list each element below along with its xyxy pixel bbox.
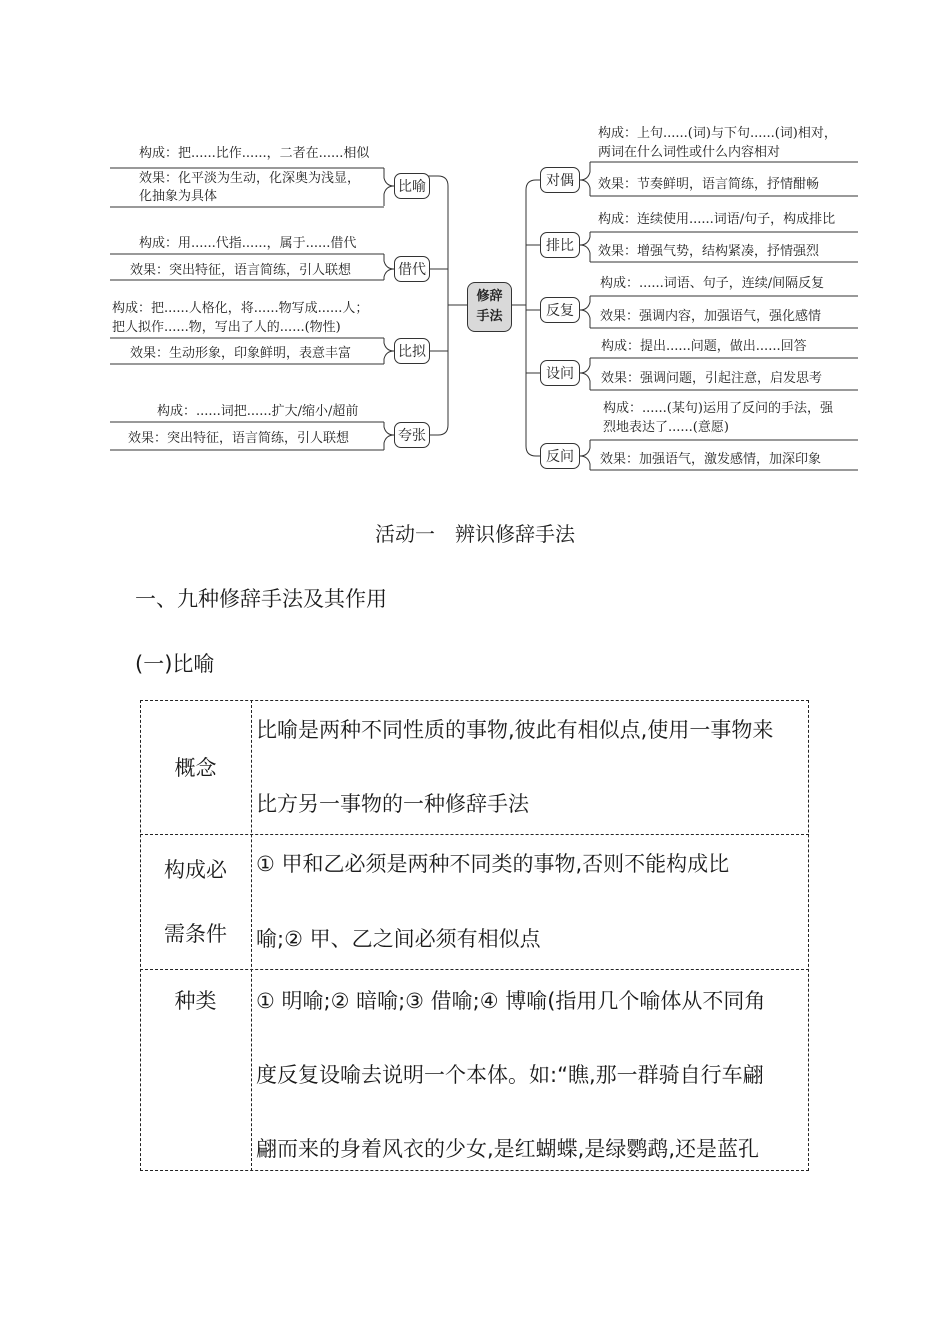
table-row-1-text-line-1: 比喻是两种不同性质的事物,彼此有相似点,使用一事物来 [256,718,774,742]
node-personification: 比拟 [394,338,430,364]
node-rhetorical-question: 设问 [540,360,580,386]
section-title: 一、九种修辞手法及其作用 [135,587,387,611]
table-divider-1 [140,834,809,835]
table-row-3-text-line-1: ① 明喻;② 暗喻;③ 借喻;④ 博喻(指用几个喻体从不同角 [256,989,766,1013]
antithesis-construct-line-2: 两词在什么词性或什么内容相对 [598,145,781,160]
center-node-line-2: 手法 [476,309,503,324]
personification-effect: 效果：生动形象，印象鲜明，表意丰富 [130,346,352,361]
repetition-effect: 效果：强调内容，加强语气，强化感情 [600,309,822,324]
node-counter-question: 反问 [540,443,580,469]
counter-question-effect: 效果：加强语气，激发感情，加深印象 [600,452,822,467]
table-row-2-text-line-2: 喻;② 甲、乙之间必须有相似点 [256,927,541,951]
node-parallelism: 排比 [540,232,580,258]
metaphor-effect-line-1: 效果：化平淡为生动，化深奥为浅显， [139,171,361,186]
table-row-label-conditions-line-2: 需条件 [164,922,227,946]
table-row-3-text-line-2: 度反复设喻去说明一个本体。如:“瞧,那一群骑自行车翩 [256,1063,764,1087]
parallelism-effect: 效果：增强气势，结构紧凑，抒情强烈 [598,244,820,259]
rhetorical-question-construct: 构成：提出......问题，做出......回答 [601,339,807,354]
activity-title: 活动一 辨识修辞手法 [375,522,575,546]
node-metaphor: 比喻 [394,173,430,199]
metaphor-table [140,700,809,1172]
table-border-bottom [140,1170,809,1171]
counter-question-construct-line-1: 构成：......(某句)运用了反问的手法，强 [603,401,833,416]
mind-map-center-node [467,282,512,332]
counter-question-construct-line-2: 烈地表达了......(意愿) [603,420,729,435]
node-hyperbole: 夸张 [394,422,430,448]
metonymy-effect: 效果：突出特征，语言简练，引人联想 [130,263,352,278]
table-border-top [140,700,809,701]
table-divider-2 [140,969,809,970]
center-node-line-1: 修辞 [476,289,503,304]
metaphor-effect-line-2: 化抽象为具体 [139,189,218,204]
parallelism-construct: 构成：连续使用......词语/句子，构成排比 [598,212,836,227]
node-metonymy: 借代 [394,256,430,282]
table-row-2-text-line-1: ① 甲和乙必须是两种不同类的事物,否则不能构成比 [256,852,730,876]
hyperbole-construct: 构成：......词把......扩大/缩小/超前 [157,404,359,419]
table-row-label-types: 种类 [174,989,217,1013]
table-row-label-conditions-line-1: 构成必 [164,858,227,882]
personification-construct-line-2: 把人拟作......物，写出了人的......(物性) [112,320,341,335]
table-row-3-text-line-3: 翩而来的身着风衣的少女,是红蝴蝶,是绿鹦鹉,还是蓝孔 [256,1137,760,1161]
antithesis-construct-line-1: 构成：上句......(词)与下句......(词)相对， [598,126,837,141]
table-row-label-concept: 概念 [174,756,217,780]
node-repetition: 反复 [540,297,580,323]
metonymy-construct: 构成：用......代指......，属于......借代 [139,236,357,251]
table-row-1-text-line-2: 比方另一事物的一种修辞手法 [256,792,529,816]
rhetoric-mind-map [0,0,950,480]
personification-construct-line-1: 构成：把......人格化，将......物写成......人； [112,301,369,316]
table-border-right [808,700,809,1171]
subsection-title: (一)比喻 [135,652,215,676]
table-column-divider [251,700,252,1171]
hyperbole-effect: 效果：突出特征，语言简练，引人联想 [128,431,350,446]
metaphor-construct: 构成：把......比作......，二者在......相似 [139,146,370,161]
rhetorical-question-effect: 效果：强调问题，引起注意，启发思考 [601,371,823,386]
repetition-construct: 构成：......词语、句子，连续/间隔反复 [600,276,825,291]
antithesis-effect: 效果：节奏鲜明，语言简练，抒情酣畅 [598,177,820,192]
node-antithesis: 对偶 [540,167,580,193]
